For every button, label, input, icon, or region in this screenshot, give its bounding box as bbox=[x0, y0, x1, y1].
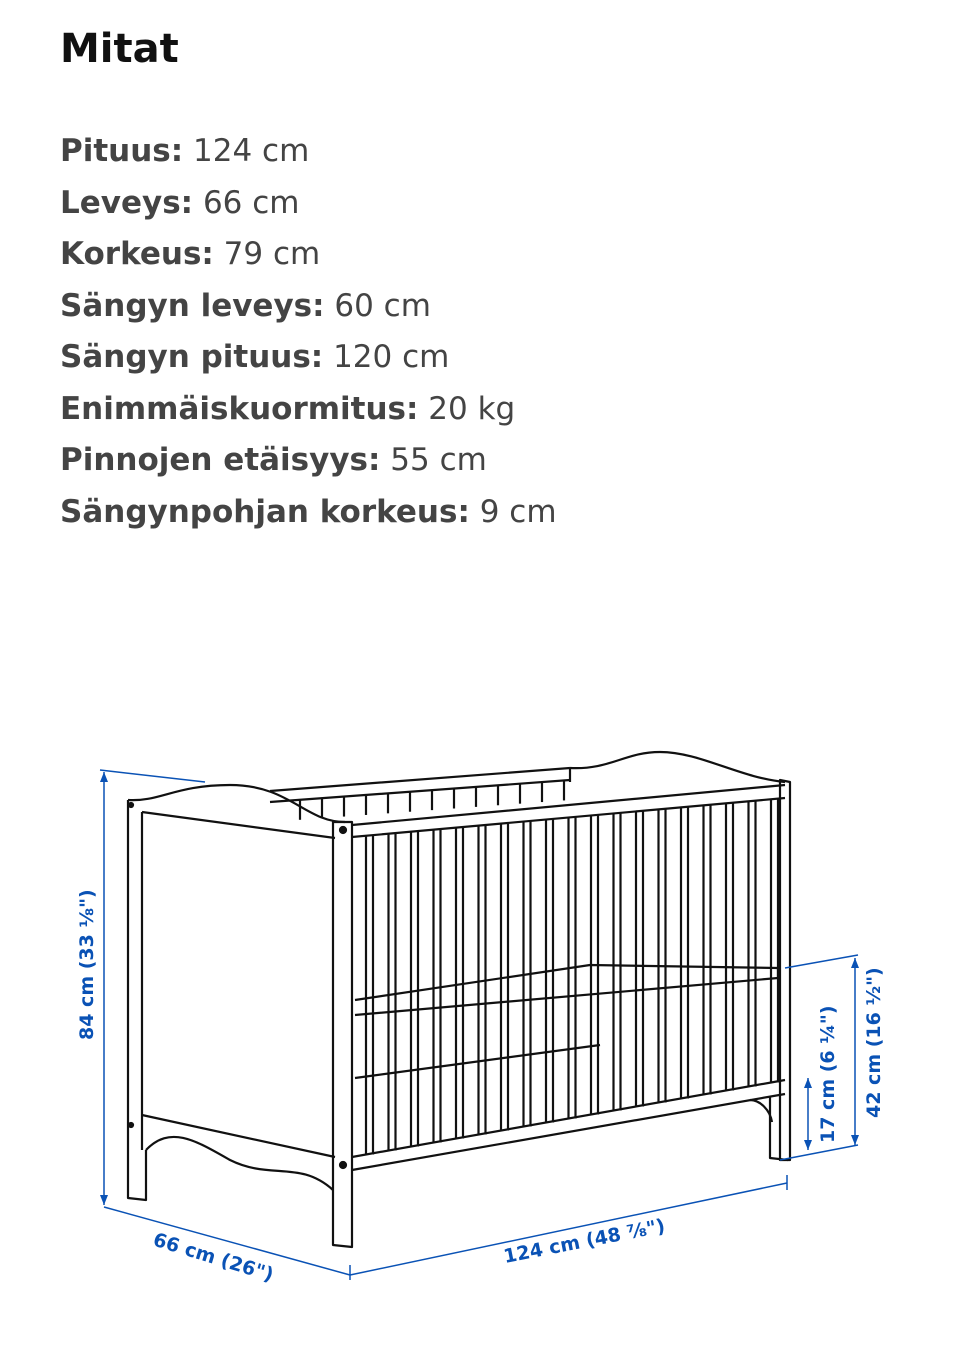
spec-label: Pituus: bbox=[60, 133, 184, 169]
spec-value: 55 cm bbox=[390, 442, 487, 478]
spec-label: Leveys: bbox=[60, 184, 194, 221]
spec-value: 60 cm bbox=[334, 287, 431, 324]
spec-value: 9 cm bbox=[479, 493, 557, 530]
spec-label: Sängyn pituus: bbox=[60, 339, 324, 375]
spec-value: 120 cm bbox=[333, 339, 450, 375]
base-high-dimension-label: 42 cm (16 ½") bbox=[863, 967, 885, 1118]
height-dimension-label: 84 cm (33 ⅛") bbox=[76, 889, 98, 1040]
spec-value: 124 cm bbox=[193, 133, 310, 169]
base-low-dimension-label: 17 cm (6 ¼") bbox=[817, 1005, 839, 1143]
page-title: Mitat bbox=[60, 26, 179, 72]
spec-label: Enimmäiskuormitus: bbox=[60, 390, 419, 427]
spec-label: Sängynpohjan korkeus: bbox=[60, 493, 470, 530]
spec-value: 20 kg bbox=[428, 390, 516, 427]
spec-label: Sängyn leveys: bbox=[60, 287, 325, 324]
spec-label: Pinnojen etäisyys: bbox=[60, 442, 381, 478]
spec-value: 79 cm bbox=[223, 236, 321, 272]
spec-value: 66 cm bbox=[202, 184, 300, 221]
crib-drawing bbox=[128, 752, 790, 1247]
spec-label: Korkeus: bbox=[60, 236, 214, 272]
length-dimension-label: 124 cm (48 ⅞") bbox=[501, 1215, 667, 1268]
width-dimension-label: 66 cm (26") bbox=[150, 1228, 276, 1287]
